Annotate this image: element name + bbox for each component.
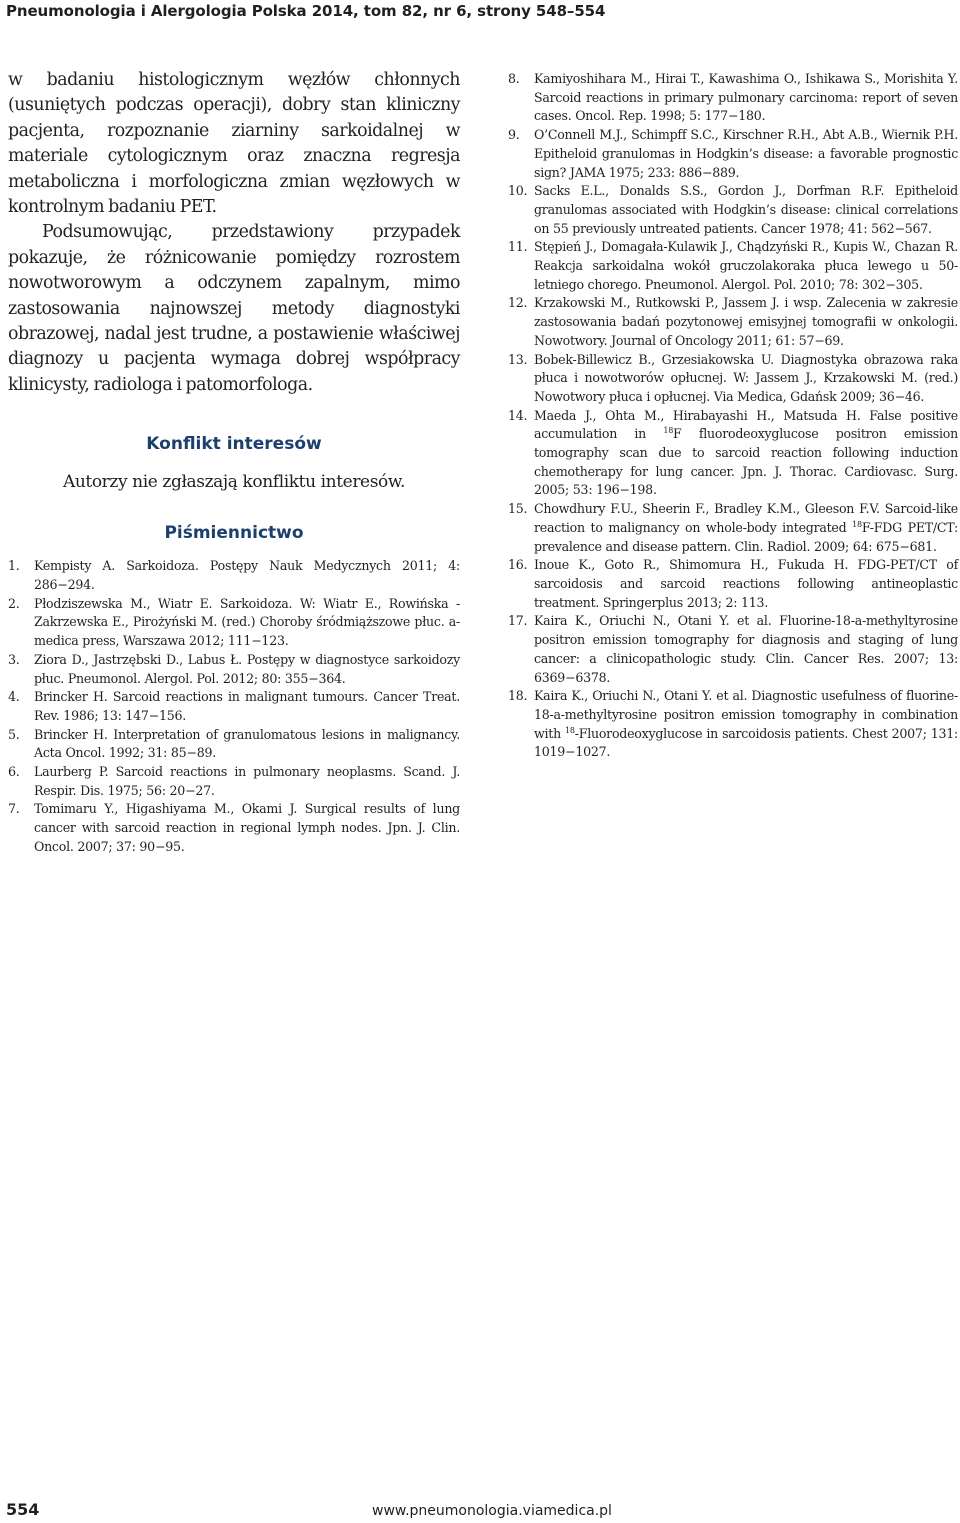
reference-number: 12. <box>508 295 528 311</box>
reference-number: 4. <box>8 689 20 705</box>
reference-number: 6. <box>8 764 20 780</box>
reference-number: 9. <box>508 127 520 143</box>
reference-number: 14. <box>508 407 528 423</box>
reference-text: Stępień J., Domagała-Kulawik J., Chądzyński R., Kupis W., Chazan R. Reakcja sarkoidalna wokół gruczolakoraka płuca lewego u 50-letniego chorego. Pneumonol. Alergol. Pol. 2010; 78: 302−305. <box>534 239 958 292</box>
reference-item <box>508 238 958 294</box>
body-text <box>8 68 460 398</box>
reference-text: Bobek-Billewicz B., Grzesiakowska U. Diagnostyka obrazowa raka płuca i nowotworów opłucnej. W: Jassem J., Krzakowski M. (red.) Nowotwory płuca i opłucnej. Via Medica, Gdańsk 2009; 36−46. <box>534 351 958 404</box>
journal-header: Pneumonologia i Alergologia Polska 2014, tom 82, nr 6, strony 548–554 <box>6 2 606 20</box>
reference-number: 15. <box>508 501 528 517</box>
right-column <box>508 70 958 762</box>
reference-item <box>8 557 460 594</box>
reference-text: Tomimaru Y., Higashiyama M., Okami J. Surgical results of lung cancer with sarcoid reaction in regional lymph nodes. Jpn. J. Clin. Oncol. 2007; 37: 90−95. <box>34 801 460 854</box>
reference-text: Laurberg P. Sarcoid reactions in pulmonary neoplasms. Scand. J. Respir. Dis. 1975; 56: 20−27. <box>34 764 460 798</box>
reference-item <box>508 294 958 350</box>
reference-number: 17. <box>508 613 528 629</box>
reference-text: Maeda J., Ohta M., Hirabayashi H., Matsuda H. False positive accumulation in <box>534 407 958 442</box>
reference-text: Ziora D., Jastrzębski D., Labus Ł. Postępy w diagnostyce sarkoidozy płuc. Pneumonol. Alergol. Pol. 2012; 80: 355−364. <box>34 651 460 686</box>
reference-list <box>508 70 958 762</box>
body-paragraph: Podsumowując, przedstawiony przypadek pokazuje, że różnicowanie pomiędzy rozrostem nowotworowym a odczynem zapalnym, mimo zastosowania najnowszej metody diagnostyki obrazowej, nadal jest trudne, a postawienie właściwej diagnozy u pacjenta wymaga dobrej współpracy klinicysty, radiologa i patomorfologa. <box>8 222 460 395</box>
reference-number: 10. <box>508 183 528 199</box>
left-column <box>8 68 460 857</box>
reference-text: -Fluorodeoxyglucose in sarcoidosis patients. Chest 2007; 131: 1019−1027. <box>534 725 959 760</box>
reference-item <box>8 726 460 763</box>
reference-number: 8. <box>508 71 520 86</box>
reference-number: 11. <box>508 239 528 255</box>
reference-text: Kempisty A. Sarkoidoza. Postępy Nauk Medycznych 2011; 4: 286−294. <box>34 558 460 592</box>
reference-item <box>508 556 958 612</box>
reference-number: 13. <box>508 351 528 367</box>
reference-item <box>8 595 460 651</box>
reference-item <box>508 407 958 501</box>
reference-text: F-FDG PET/CT: prevalence and disease pattern. Clin. Radiol. 2009; 64: 675−681. <box>534 519 959 554</box>
reference-text: Inoue K., Goto R., Shimomura H., Fukuda H. FDG-PET/CT of sarcoidosis and sarcoid reactions following antineoplastic treatment. Springerplus 2013; 2: 113. <box>534 557 958 610</box>
reference-text: Brincker H. Interpretation of granulomatous lesions in malignancy. Acta Oncol. 1992; 31: 85−89. <box>34 726 460 761</box>
reference-item <box>508 351 958 407</box>
reference-item <box>8 800 460 856</box>
reference-list <box>8 557 460 856</box>
isotope-superscript: 18 <box>565 725 575 735</box>
reference-text: Krzakowski M., Rutkowski P., Jassem J. i wsp. Zalecenia w zakresie zastosowania badań pozytonowej emisyjnej tomografii w onkologii. Nowotwory. Journal of Oncology 2011; 61: 57−69. <box>534 295 958 348</box>
reference-number: 3. <box>8 651 20 667</box>
reference-text: F fluorodeoxyglucose positron emission tomography scan due to sarcoid reaction following induction chemotherapy for lung cancer. Jpn. J. Thorac. Cardiovasc. Surg. 2005; 53: 196−198. <box>534 426 958 498</box>
reference-text: O’Connell M.J., Schimpff S.C., Kirschner R.H., Abt A.B., Wiernik P.H. Epitheloid granulomas in Hodgkin’s disease: a favorable prognostic sign? JAMA 1975; 233: 886−889. <box>534 127 958 180</box>
reference-number: 16. <box>508 557 528 573</box>
footer-url: www.pneumonologia.viamedica.pl <box>372 1503 612 1519</box>
reference-text: Chowdhury F.U., Sheerin F., Bradley K.M., Gleeson F.V. Sarcoid-like reaction to malignancy on whole-body integrated <box>534 501 958 535</box>
reference-text: Brincker H. Sarcoid reactions in malignant tumours. Cancer Treat. Rev. 1986; 13: 147−156. <box>34 689 460 723</box>
references-heading: Piśmiennictwo <box>164 523 304 544</box>
reference-item <box>508 687 958 762</box>
conflict-heading: Konflikt interesów <box>146 434 322 455</box>
conflict-statement: Autorzy nie zgłaszają konfliktu interesów. <box>62 472 406 493</box>
reference-item <box>8 651 460 688</box>
body-paragraph: w badaniu histologicznym węzłów chłonnych (usuniętych podczas operacji), dobry stan kliniczny pacjenta, rozpoznanie ziarniny sarkoidalnej w materiale cytologicznym oraz znaczna regresja metaboliczna i morfologiczna zmian węzłowych w kontrolnym badaniu PET. <box>8 70 460 218</box>
reference-number: 5. <box>8 726 20 742</box>
reference-text: Kaira K., Oriuchi N., Otani Y. et al. Fluorine-18-a-methyltyrosine positron emission tomography for diagnosis and staging of lung cancer: a clinicopathologic study. Clin. Cancer Res. 2007; 13: 6369−6378. <box>534 613 958 685</box>
reference-item <box>508 500 958 556</box>
isotope-superscript: 18 <box>852 519 862 529</box>
reference-text: Kaira K., Oriuchi N., Otani Y. et al. Diagnostic usefulness of fluorine-18-a-methyltyrosine positron emission tomography in combination with <box>534 688 958 741</box>
reference-number: 18. <box>508 688 528 704</box>
reference-item <box>508 126 958 182</box>
reference-text: Kamiyoshihara M., Hirai T., Kawashima O., Ishikawa S., Morishita Y. Sarcoid reactions in primary pulmonary carcinoma: report of seven cases. Oncol. Rep. 1998; 5: 177−180. <box>534 71 958 124</box>
reference-item <box>508 182 958 238</box>
isotope-superscript: 18 <box>663 426 674 436</box>
reference-text: Sacks E.L., Donalds S.S., Gordon J., Dorfman R.F. Epitheloid granulomas associated with Hodgkin’s disease: clinical correlations on 55 previously untreated patients. Cancer 1978; 41: 562−567. <box>534 183 958 236</box>
reference-item <box>8 763 460 800</box>
reference-text: Płodziszewska M., Wiatr E. Sarkoidoza. W: Wiatr E., Rowińska -Zakrzewska E., Pirożyński M. (red.) Choroby śródmiąższowe płuc. a-medica press, Warszawa 2012; 111−123. <box>34 595 460 649</box>
reference-item <box>8 688 460 725</box>
reference-number: 7. <box>8 801 20 817</box>
reference-item <box>508 70 958 126</box>
page-number: 554 <box>6 1500 40 1519</box>
reference-number: 1. <box>8 558 20 574</box>
reference-number: 2. <box>8 595 20 611</box>
reference-item <box>508 612 958 687</box>
